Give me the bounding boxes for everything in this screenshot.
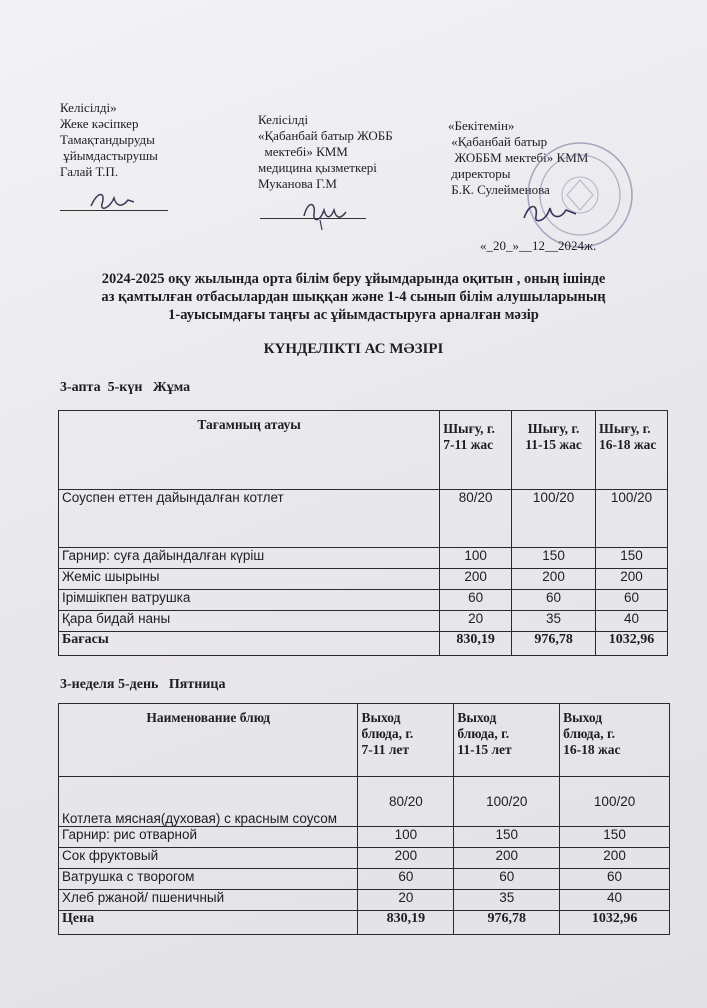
portion-value: 60 bbox=[596, 590, 668, 611]
dish-name: Гарнир: рис отварной bbox=[59, 827, 358, 848]
price-value: 976,78 bbox=[512, 632, 596, 656]
document-title: КҮНДЕЛІКТІ АС МӘЗІРІ bbox=[263, 341, 444, 357]
approval-medical bbox=[258, 112, 393, 192]
ru-menu-table bbox=[58, 703, 670, 935]
table-row bbox=[59, 890, 670, 911]
column-header: Шығу, г. 16-18 жас bbox=[596, 411, 668, 490]
approval-line: Галай Т.П. bbox=[60, 164, 119, 179]
approval-line: медицина қызметкері bbox=[258, 160, 377, 175]
portion-value: 100/20 bbox=[560, 777, 670, 827]
dish-name: Қара бидай наны bbox=[59, 611, 440, 632]
total-row bbox=[59, 632, 668, 656]
portion-value: 60 bbox=[560, 869, 670, 890]
dish-name: Жеміс шырыны bbox=[59, 569, 440, 590]
portion-value: 60 bbox=[358, 869, 454, 890]
approval-line: Келісілді bbox=[258, 112, 309, 127]
portion-value: 60 bbox=[454, 869, 560, 890]
price-value: 830,19 bbox=[440, 632, 512, 656]
portion-value: 40 bbox=[596, 611, 668, 632]
price-value: 830,19 bbox=[358, 911, 454, 935]
portion-value: 150 bbox=[454, 827, 560, 848]
table-row bbox=[59, 490, 668, 548]
portion-value: 200 bbox=[512, 569, 596, 590]
column-header: Шығу, г. 7-11 жас bbox=[440, 411, 512, 490]
portion-value: 100/20 bbox=[596, 490, 668, 548]
portion-value: 100 bbox=[358, 827, 454, 848]
portion-value: 100/20 bbox=[454, 777, 560, 827]
approval-line: Тамақтандыруды bbox=[60, 132, 155, 147]
portion-value: 20 bbox=[358, 890, 454, 911]
signature-mark bbox=[300, 196, 350, 232]
table-row bbox=[59, 869, 670, 890]
portion-value: 80/20 bbox=[440, 490, 512, 548]
portion-value: 100 bbox=[440, 548, 512, 569]
portion-value: 20 bbox=[440, 611, 512, 632]
table-row bbox=[59, 827, 670, 848]
portion-value: 100/20 bbox=[512, 490, 596, 548]
portion-value: 150 bbox=[560, 827, 670, 848]
portion-value: 200 bbox=[560, 848, 670, 869]
dish-name: Ватрушка с творогом bbox=[59, 869, 358, 890]
approval-line: мектебі» КММ bbox=[258, 144, 348, 159]
dish-name: Гарнир: суға дайындалған күріш bbox=[59, 548, 440, 569]
price-value: 1032,96 bbox=[560, 911, 670, 935]
heading-line: 1-ауысымдағы таңғы ас ұйымдастыруға арналған мәзір bbox=[168, 307, 539, 323]
dish-name: Ірімшікпен ватрушка bbox=[59, 590, 440, 611]
approval-line: ұйымдастырушы bbox=[60, 148, 158, 163]
approval-line: «Бекітемін» bbox=[448, 118, 515, 133]
table-row bbox=[59, 569, 668, 590]
column-header: Шығу, г. 11-15 жас bbox=[512, 411, 596, 490]
table-row bbox=[59, 590, 668, 611]
price-value: 976,78 bbox=[454, 911, 560, 935]
kz-menu-table bbox=[58, 410, 668, 656]
kz-section-title: 3-апта 5-күн Жұма bbox=[60, 380, 191, 395]
approval-line: директоры bbox=[448, 166, 511, 181]
table-row bbox=[59, 848, 670, 869]
portion-value: 200 bbox=[358, 848, 454, 869]
price-label: Цена bbox=[59, 911, 358, 935]
table-header-row bbox=[59, 704, 670, 777]
signature-mark bbox=[88, 188, 138, 216]
column-header: Тағамның атауы bbox=[59, 411, 440, 490]
portion-value: 35 bbox=[454, 890, 560, 911]
portion-value: 60 bbox=[512, 590, 596, 611]
column-header: Выход блюда, г. 7-11 лет bbox=[358, 704, 454, 777]
director-signature-mark bbox=[520, 196, 580, 230]
price-label: Бағасы bbox=[59, 632, 440, 656]
portion-value: 35 bbox=[512, 611, 596, 632]
dish-name: Хлеб ржаной/ пшеничный bbox=[59, 890, 358, 911]
dish-name: Котлета мясная(духовая) с красным соусом bbox=[59, 777, 358, 827]
approval-entrepreneur bbox=[60, 100, 158, 180]
approval-date: «_20_»__12__2024ж. bbox=[480, 238, 597, 253]
table-row bbox=[59, 777, 670, 827]
table-header-row bbox=[59, 411, 668, 490]
approval-line: «Қабанбай батыр ЖОББ bbox=[258, 128, 393, 143]
total-row bbox=[59, 911, 670, 935]
portion-value: 40 bbox=[560, 890, 670, 911]
approval-line: ЖОББМ мектебі» КММ bbox=[448, 150, 589, 165]
table-row bbox=[59, 611, 668, 632]
portion-value: 200 bbox=[440, 569, 512, 590]
portion-value: 80/20 bbox=[358, 777, 454, 827]
approval-line: Жеке кәсіпкер bbox=[60, 116, 139, 131]
column-header: Наименование блюд bbox=[59, 704, 358, 777]
ru-section-title: 3-неделя 5-день Пятница bbox=[60, 677, 226, 692]
portion-value: 150 bbox=[512, 548, 596, 569]
column-header: Выход блюда, г. 16-18 жас bbox=[560, 704, 670, 777]
portion-value: 150 bbox=[596, 548, 668, 569]
approval-line: Келісілді» bbox=[60, 100, 117, 115]
official-stamp bbox=[525, 140, 635, 250]
approval-line: «Қабанбай батыр bbox=[448, 134, 548, 149]
price-value: 1032,96 bbox=[596, 632, 668, 656]
portion-value: 60 bbox=[440, 590, 512, 611]
table-row bbox=[59, 548, 668, 569]
portion-value: 200 bbox=[596, 569, 668, 590]
column-header: Выход блюда, г. 11-15 лет bbox=[454, 704, 560, 777]
dish-name: Сок фруктовый bbox=[59, 848, 358, 869]
dish-name: Соуспен еттен дайындалған котлет bbox=[59, 490, 440, 548]
portion-value: 200 bbox=[454, 848, 560, 869]
heading-line: аз қамтылған отбасылардан шыққан және 1-4 сынып білім алушыларының bbox=[101, 289, 606, 305]
approval-line: Б.К. Сулейменова bbox=[448, 182, 550, 197]
heading-line: 2024-2025 оқу жылында орта білім беру ұйымдарында оқитын , оның ішінде bbox=[101, 271, 606, 287]
approval-line: Муканова Г.М bbox=[258, 176, 337, 191]
